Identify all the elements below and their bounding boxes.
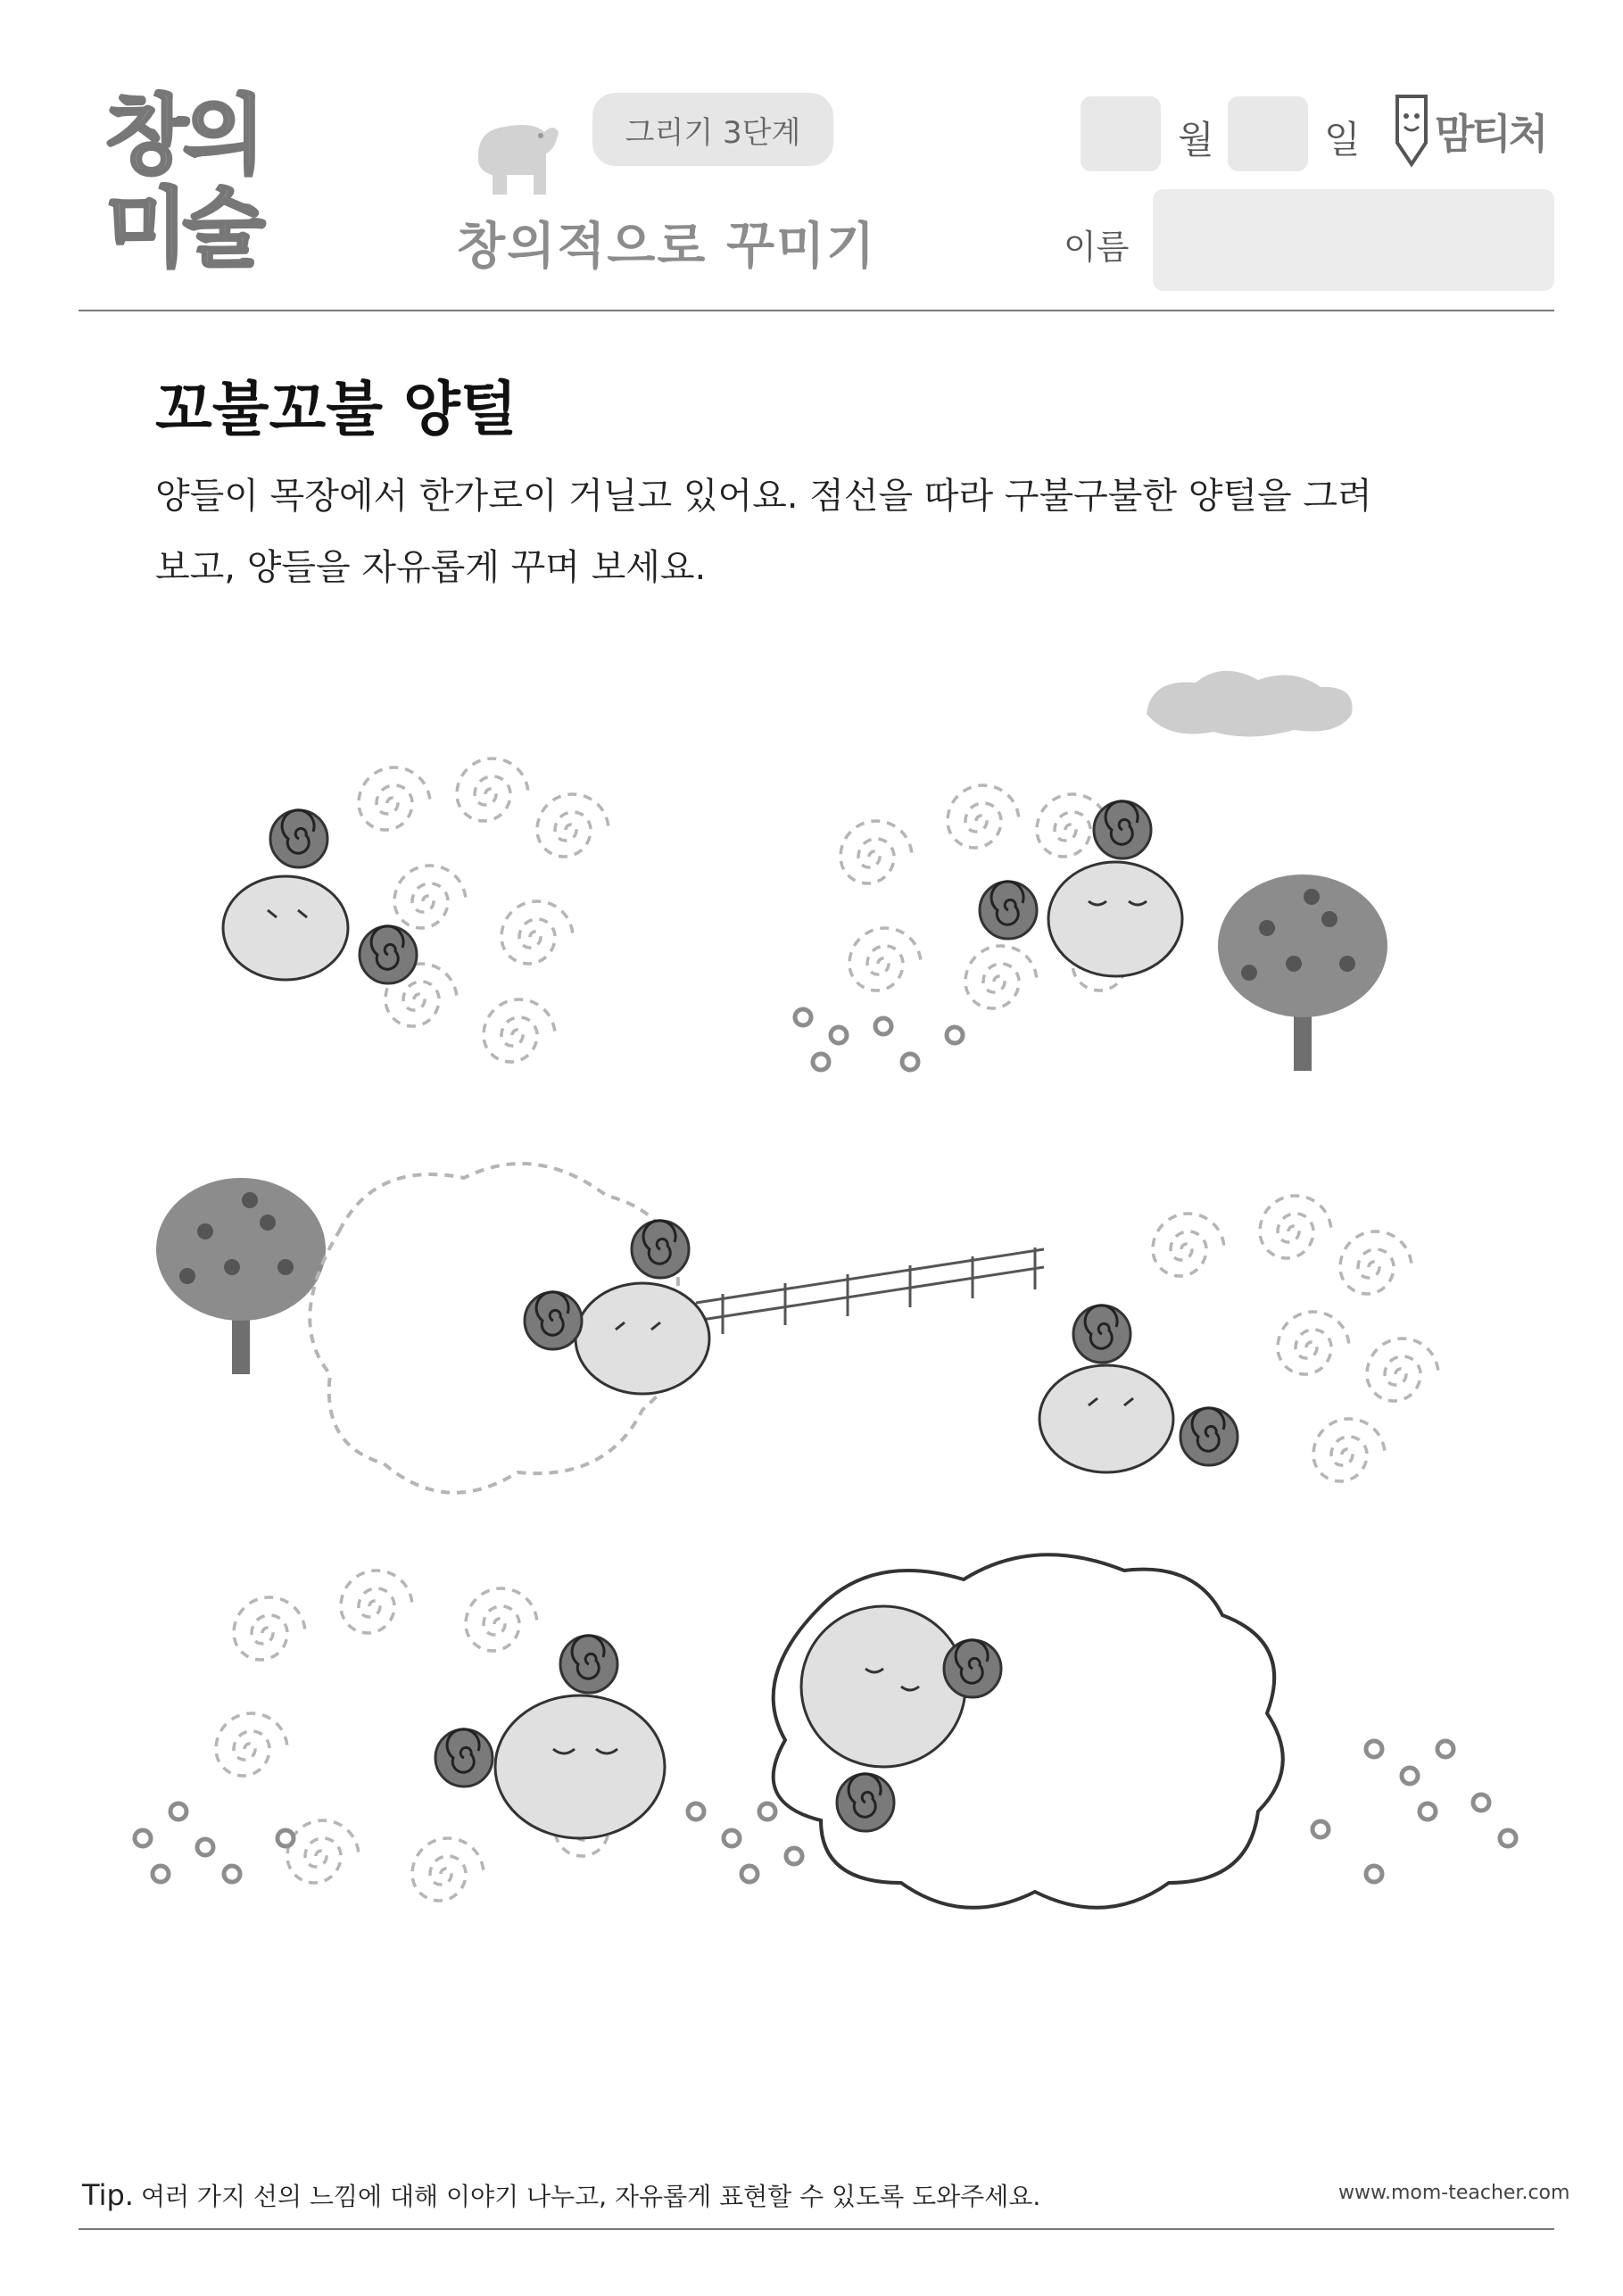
sheep-2: [840, 785, 1182, 1008]
day-label: 일: [1324, 118, 1361, 162]
name-label: 이름: [1064, 228, 1130, 267]
month-label: 월: [1178, 118, 1214, 162]
worksheet-title: 꼬불꼬불 양털: [155, 375, 518, 443]
instruction-line-2: 보고, 양들을 자유롭게 꾸며 보세요.: [155, 547, 707, 588]
pencil-icon: [1385, 89, 1438, 170]
header-divider: [79, 310, 1554, 311]
step-badge: 그리기 3단계: [592, 93, 833, 166]
name-input[interactable]: [1153, 189, 1554, 291]
sheep-1: [223, 758, 609, 1062]
elephant-icon: [471, 105, 560, 198]
website-link[interactable]: www.mom-teacher.com: [1338, 2182, 1570, 2204]
brand-text: 맘티처: [1435, 110, 1546, 158]
logo-line2: 미술: [105, 178, 261, 278]
month-input[interactable]: [1081, 96, 1161, 171]
sheep-4: [1039, 1196, 1438, 1481]
tip-body: 여러 가지 선의 느낌에 대해 이야기 나누고, 자유롭게 표현할 수 있도록 도와주세요.: [140, 2182, 1041, 2211]
sheep-illustration: [107, 642, 1553, 2088]
sheep-6: [774, 1554, 1283, 1908]
day-input[interactable]: [1228, 96, 1308, 171]
logo: [105, 86, 293, 294]
tip-text: [82, 2177, 1040, 2213]
tip-label: Tip.: [82, 2178, 134, 2212]
sheep-3: [310, 1164, 709, 1493]
page-subtitle: 창의적으로 꾸미기: [457, 218, 877, 276]
footer-divider: [79, 2228, 1554, 2230]
instructions: [155, 460, 1494, 603]
sheep-5: [216, 1571, 665, 1901]
logo-line1: 창의: [105, 86, 261, 186]
brand-logo: [1385, 89, 1572, 170]
instruction-line-1: 양들이 목장에서 한가로이 거닐고 있어요. 점선을 따라 구불구불한 양털을 그려: [155, 476, 1372, 517]
